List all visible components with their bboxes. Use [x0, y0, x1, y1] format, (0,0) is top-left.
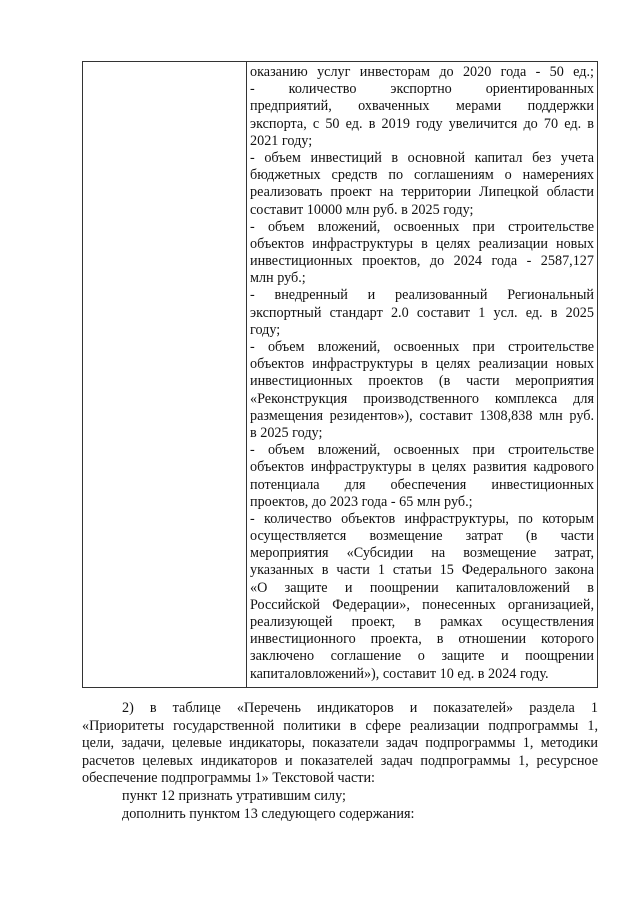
- table-text-line: размещения резидентов»), составит 1308,838 млн руб.: [250, 407, 594, 424]
- table-text-line: предприятий, охваченных мерами поддержки: [250, 98, 594, 115]
- table-text-line: бюджетных средств по соглашениям о намерениях: [250, 167, 594, 184]
- table-text-line: - объем инвестиций в основной капитал без учета: [250, 149, 594, 166]
- paragraph-line: цели, задачи, целевые индикаторы, показатели задач подпрограммы 1, методики: [82, 735, 598, 752]
- table-text-line: инвестиционного проекта, в отношении которого: [250, 631, 594, 648]
- table-text-line: - количество экспортно ориентированных: [250, 81, 594, 98]
- table-text-line: инвестиционных проектов (в части мероприятия: [250, 373, 594, 390]
- table-text-line: 2021 году;: [250, 132, 313, 149]
- table-text-line: объектов инфраструктуры в целях реализации новых: [250, 235, 594, 252]
- table-text-line: в 2025 году;: [250, 424, 323, 441]
- table-text-line: оказанию услуг инвесторам до 2020 года - 50 ед.;: [250, 64, 594, 80]
- table-text-line: указанных в части 1 статьи 15 Федерального закона: [250, 562, 594, 579]
- table-text-line: экспортный стандарт 2.0 составит 1 усл. ед. в 2025: [250, 304, 594, 321]
- table-text-line: млн руб.;: [250, 270, 306, 287]
- paragraph-line: «Приоритеты государственной политики в сфере реализации подпрограммы 1,: [82, 717, 598, 734]
- list-item: дополнить пунктом 13 следующего содержания:: [122, 805, 415, 822]
- table-text-line: «Реконструкция производственного комплекса для: [250, 390, 594, 407]
- table-text-line: потенциала для обеспечения инвестиционных: [250, 476, 594, 493]
- table-text-line: объектов инфраструктуры в целях развития кадрового: [250, 459, 594, 476]
- list-item: пункт 12 признать утратившим силу;: [122, 787, 346, 804]
- paragraph-line: 2) в таблице «Перечень индикаторов и показателей» раздела 1: [122, 700, 598, 716]
- paragraph-line: расчетов целевых индикаторов и показателей задач подпрограммы 1, ресурсное: [82, 752, 598, 769]
- table-text-line: - объем вложений, освоенных при строительстве: [250, 442, 594, 459]
- body-paragraph: [82, 700, 598, 823]
- table-right-cell: [247, 62, 597, 687]
- table-text-line: инвестиционных проектов, до 2024 года - 2587,127: [250, 253, 594, 270]
- table-text-line: - внедренный и реализованный Региональный: [250, 287, 594, 304]
- table-left-cell: [83, 62, 247, 687]
- table-text-line: - объем вложений, освоенных при строительстве: [250, 339, 594, 355]
- table-text-line: реализующей проект, в рамках осуществления: [250, 614, 594, 630]
- table-text-line: - количество объектов инфраструктуры, по которым: [250, 510, 594, 527]
- table-text-line: составит 10000 млн руб. в 2025 году;: [250, 201, 474, 218]
- table-text-line: проектов, до 2023 года - 65 млн руб.;: [250, 493, 473, 510]
- table-text-line: осуществляется возмещение затрат (в части: [250, 528, 594, 545]
- table-text-line: Российской Федерации», понесенных организацией,: [250, 596, 594, 613]
- table-text-line: году;: [250, 321, 281, 338]
- table-text-line: - объем вложений, освоенных при строительстве: [250, 218, 594, 235]
- paragraph-line: обеспечение подпрограммы 1» Текстовой части:: [82, 770, 375, 787]
- table-text-line: «О защите и поощрении капиталовложений в: [250, 579, 594, 596]
- indicator-table: [82, 61, 598, 688]
- table-text-line: экспорта, с 50 ед. в 2019 году увеличится до 70 ед. в: [250, 115, 594, 132]
- table-text-line: заключено соглашение о защите и поощрении: [250, 648, 594, 665]
- table-text-line: капиталовложений»), составит 10 ед. в 2024 году.: [250, 665, 549, 682]
- table-text-line: объектов инфраструктуры в целях реализации новых: [250, 356, 594, 373]
- table-text-line: мероприятия «Субсидии на возмещение затрат,: [250, 545, 594, 562]
- table-text-line: реализовать проект на территории Липецкой области: [250, 184, 594, 201]
